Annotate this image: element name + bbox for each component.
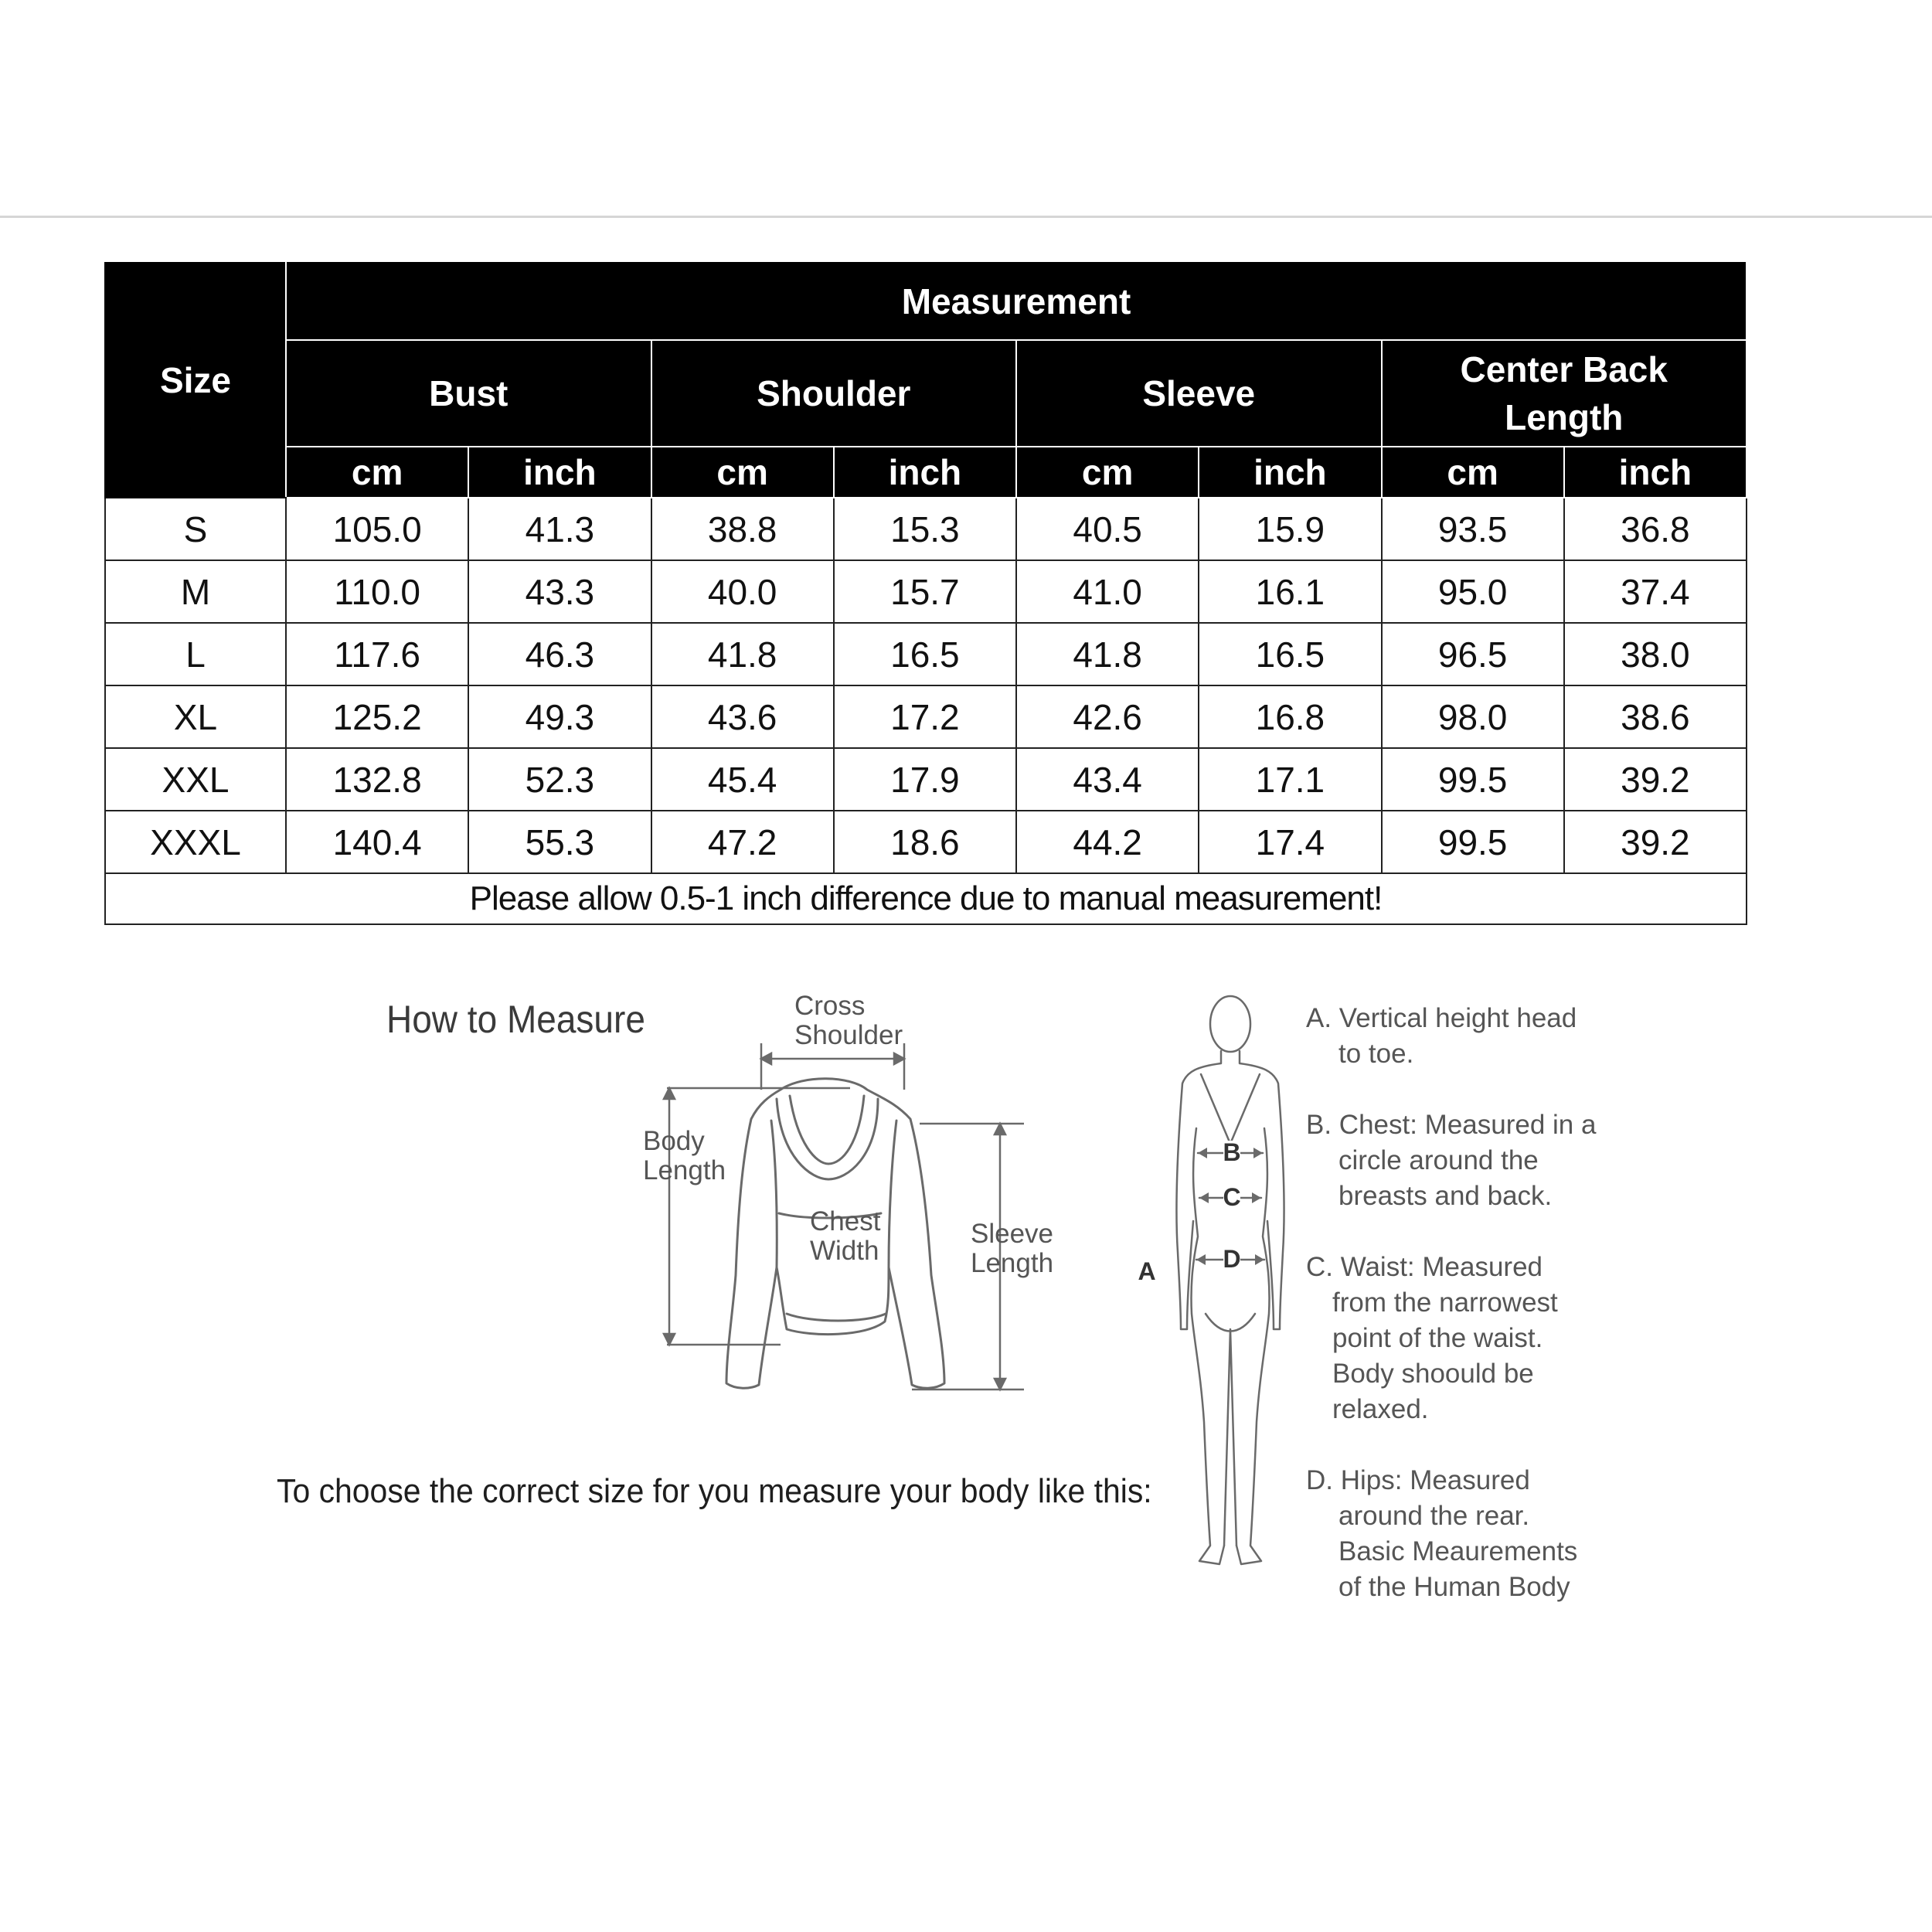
value-cell: 52.3 bbox=[468, 748, 651, 811]
value-cell: 99.5 bbox=[1382, 748, 1564, 811]
value-cell: 41.8 bbox=[651, 623, 834, 685]
value-cell: 40.0 bbox=[651, 560, 834, 623]
top-divider bbox=[0, 216, 1932, 218]
body-figure bbox=[1136, 989, 1306, 1600]
figure-letter-d: D bbox=[1223, 1245, 1241, 1273]
group-header-shoulder: Shoulder bbox=[651, 340, 1017, 447]
value-cell: 93.5 bbox=[1382, 498, 1564, 560]
note-waist bbox=[1306, 1250, 1631, 1427]
label-chest-width: Chest Width bbox=[810, 1206, 881, 1266]
size-rows bbox=[105, 498, 1747, 873]
value-cell: 39.2 bbox=[1564, 748, 1747, 811]
group-header-sleeve: Sleeve bbox=[1016, 340, 1382, 447]
value-cell: 17.4 bbox=[1199, 811, 1381, 873]
unit-header: inch bbox=[468, 447, 651, 498]
value-cell: 44.2 bbox=[1016, 811, 1199, 873]
value-cell: 47.2 bbox=[651, 811, 834, 873]
measurement-notes bbox=[1306, 1001, 1631, 1641]
value-cell: 16.5 bbox=[1199, 623, 1381, 685]
value-cell: 45.4 bbox=[651, 748, 834, 811]
note-chest bbox=[1306, 1107, 1631, 1214]
value-cell: 16.5 bbox=[834, 623, 1016, 685]
value-cell: 99.5 bbox=[1382, 811, 1564, 873]
value-cell: 117.6 bbox=[286, 623, 468, 685]
note-hips-title: D. Hips: Measured bbox=[1306, 1465, 1530, 1495]
value-cell: 38.8 bbox=[651, 498, 834, 560]
value-cell: 140.4 bbox=[286, 811, 468, 873]
figure-letter-b: B bbox=[1223, 1138, 1241, 1166]
unit-header: cm bbox=[651, 447, 834, 498]
figure-letter-a: A bbox=[1138, 1257, 1156, 1285]
group-header-bust: Bust bbox=[286, 340, 651, 447]
size-cell: S bbox=[105, 498, 286, 560]
value-cell: 17.2 bbox=[834, 685, 1016, 748]
note-height-text: to toe. bbox=[1338, 1039, 1414, 1069]
size-cell: XXXL bbox=[105, 811, 286, 873]
value-cell: 39.2 bbox=[1564, 811, 1747, 873]
group-header-center-back-length: Center Back Length bbox=[1382, 340, 1747, 447]
value-cell: 132.8 bbox=[286, 748, 468, 811]
value-cell: 95.0 bbox=[1382, 560, 1564, 623]
measurement-header: Measurement bbox=[286, 263, 1747, 340]
value-cell: 15.9 bbox=[1199, 498, 1381, 560]
value-cell: 41.3 bbox=[468, 498, 651, 560]
value-cell: 38.0 bbox=[1564, 623, 1747, 685]
value-cell: 42.6 bbox=[1016, 685, 1199, 748]
value-cell: 17.1 bbox=[1199, 748, 1381, 811]
label-sleeve-length: Sleeve Length bbox=[971, 1219, 1054, 1278]
value-cell: 38.6 bbox=[1564, 685, 1747, 748]
size-cell: L bbox=[105, 623, 286, 685]
figure-letter-c: C bbox=[1223, 1183, 1241, 1211]
value-cell: 18.6 bbox=[834, 811, 1016, 873]
note-waist-text: from the narrowest point of the waist. Body shoould be relaxed. bbox=[1332, 1287, 1558, 1424]
table-row bbox=[105, 498, 1747, 560]
unit-header: cm bbox=[1016, 447, 1199, 498]
choose-size-instruction: To choose the correct size for you measure your body like this: bbox=[277, 1472, 1152, 1510]
value-cell: 43.3 bbox=[468, 560, 651, 623]
note-height-title: A. Vertical height head bbox=[1306, 1003, 1577, 1033]
size-cell: M bbox=[105, 560, 286, 623]
unit-header: cm bbox=[286, 447, 468, 498]
value-cell: 49.3 bbox=[468, 685, 651, 748]
value-cell: 41.8 bbox=[1016, 623, 1199, 685]
unit-header: inch bbox=[1199, 447, 1381, 498]
value-cell: 16.8 bbox=[1199, 685, 1381, 748]
table-row bbox=[105, 560, 1747, 623]
value-cell: 36.8 bbox=[1564, 498, 1747, 560]
size-chart-table bbox=[104, 262, 1747, 925]
table-row bbox=[105, 685, 1747, 748]
value-cell: 96.5 bbox=[1382, 623, 1564, 685]
table-row bbox=[105, 623, 1747, 685]
value-cell: 15.7 bbox=[834, 560, 1016, 623]
note-chest-title: B. Chest: Measured in a bbox=[1306, 1110, 1597, 1140]
value-cell: 110.0 bbox=[286, 560, 468, 623]
value-cell: 43.6 bbox=[651, 685, 834, 748]
value-cell: 55.3 bbox=[468, 811, 651, 873]
label-body-length: Body Length bbox=[643, 1126, 726, 1185]
value-cell: 98.0 bbox=[1382, 685, 1564, 748]
size-header: Size bbox=[105, 263, 286, 498]
garment-neckline bbox=[790, 1096, 864, 1164]
note-chest-text: circle around the breasts and back. bbox=[1338, 1145, 1553, 1211]
table-row bbox=[105, 811, 1747, 873]
value-cell: 17.9 bbox=[834, 748, 1016, 811]
unit-header: inch bbox=[1564, 447, 1747, 498]
size-cell: XXL bbox=[105, 748, 286, 811]
table-footnote: Please allow 0.5-1 inch difference due to manual measurement! bbox=[105, 873, 1747, 924]
note-height bbox=[1306, 1001, 1631, 1072]
unit-header: cm bbox=[1382, 447, 1564, 498]
value-cell: 41.0 bbox=[1016, 560, 1199, 623]
size-cell: XL bbox=[105, 685, 286, 748]
value-cell: 46.3 bbox=[468, 623, 651, 685]
value-cell: 15.3 bbox=[834, 498, 1016, 560]
value-cell: 16.1 bbox=[1199, 560, 1381, 623]
note-waist-title: C. Waist: Measured bbox=[1306, 1252, 1543, 1282]
table-row bbox=[105, 748, 1747, 811]
value-cell: 37.4 bbox=[1564, 560, 1747, 623]
how-to-measure-title: How to Measure bbox=[386, 998, 645, 1041]
value-cell: 40.5 bbox=[1016, 498, 1199, 560]
label-cross-shoulder: Cross Shoulder bbox=[794, 991, 903, 1050]
note-hips-text: around the rear. Basic Meaurements of the Human Body bbox=[1338, 1501, 1578, 1602]
note-hips bbox=[1306, 1463, 1631, 1605]
value-cell: 125.2 bbox=[286, 685, 468, 748]
unit-header: inch bbox=[834, 447, 1016, 498]
value-cell: 43.4 bbox=[1016, 748, 1199, 811]
value-cell: 105.0 bbox=[286, 498, 468, 560]
